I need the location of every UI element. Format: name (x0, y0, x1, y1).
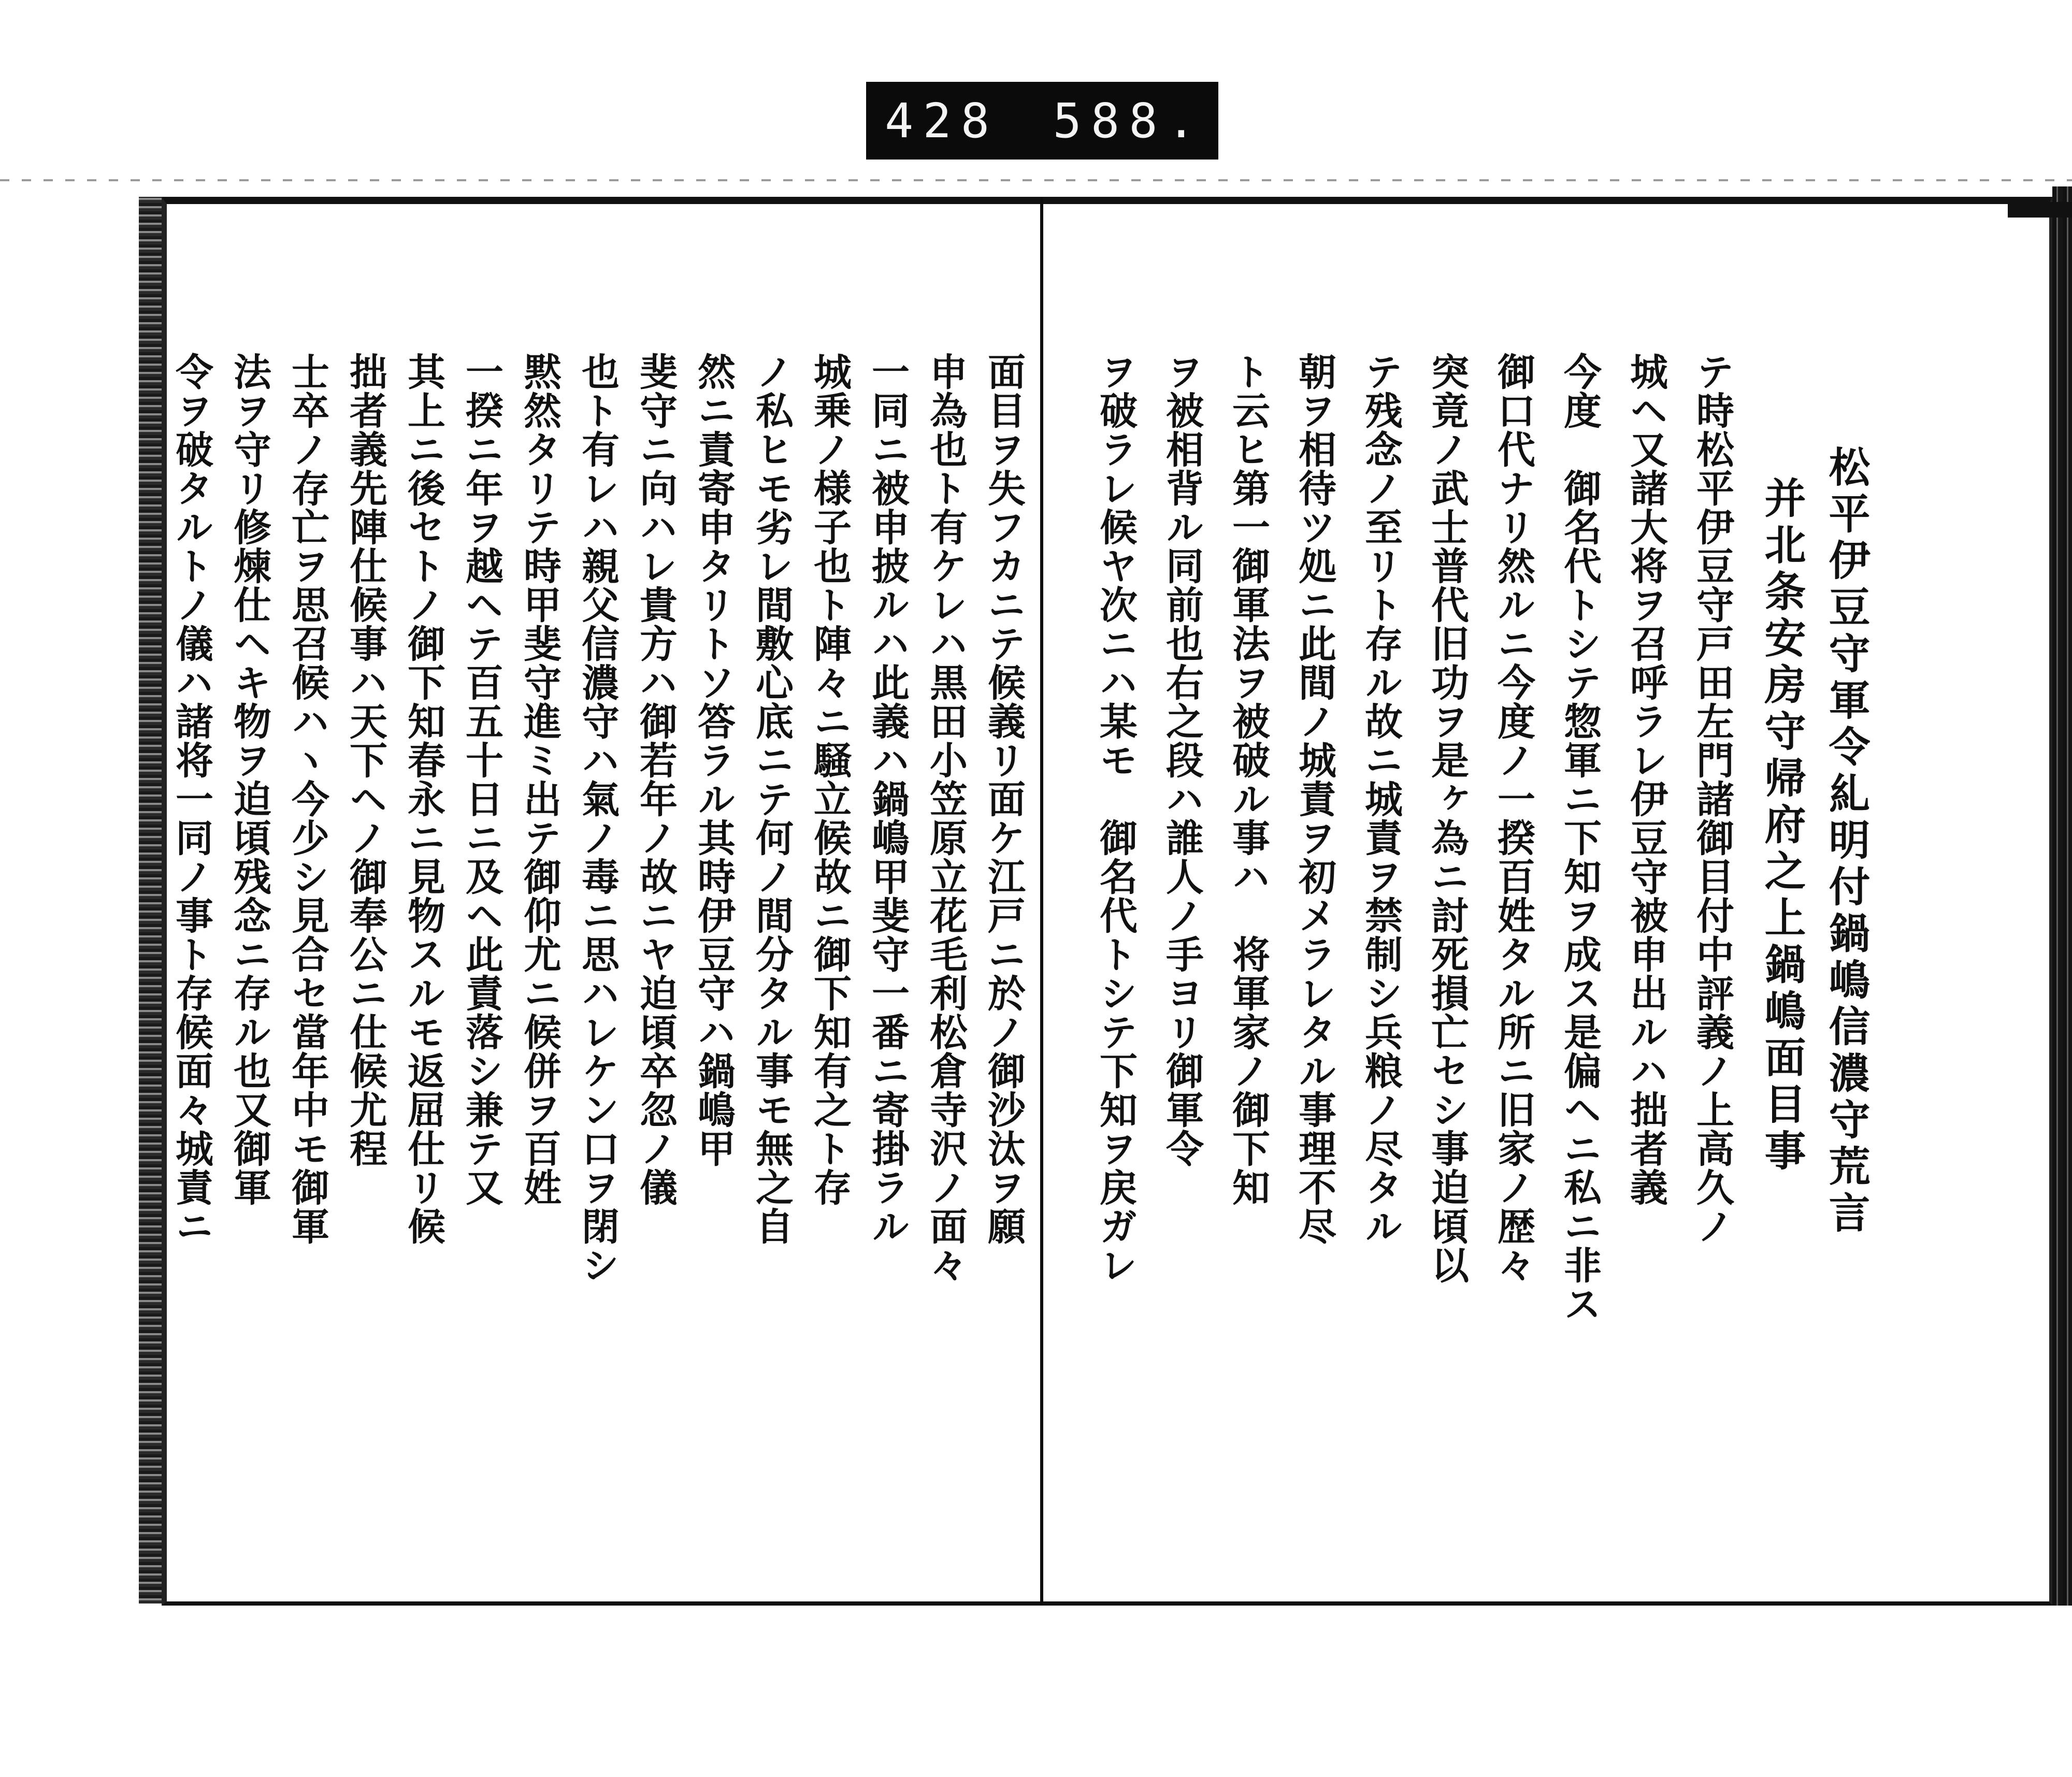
scan-guide-line (0, 179, 2072, 181)
left-page-line: 申為也ト有ケレハ黒田小笠原立花毛利松倉寺沢ノ面々 (923, 352, 968, 1284)
left-page-line: 黙然タリテ時甲斐守進ミ出テ御仰尤ニ候併ヲ百姓 (517, 352, 562, 1207)
right-page-line: 御口代ナリ然ルニ今度ノ一揆百姓タル所ニ旧家ノ歴々 (1491, 352, 1535, 1284)
left-page-line: 城乗ノ様子也ト陣々ニ騒立候故ニ御下知有之ト存 (807, 352, 852, 1207)
right-page-line: テ残念ノ至リト存ル故ニ城責ヲ禁制シ兵粮ノ尽タル (1358, 352, 1403, 1246)
left-page-line: 其上ニ後セトノ御下知春永ニ見物スルモ返屈仕リ候 (401, 352, 445, 1246)
left-page-line: 一揆ニ年ヲ越ヘテ百五十日ニ及ヘ此責落シ兼テ又 (459, 352, 503, 1207)
right-page-line: ヲ被相背ル同前也右之段ハ誰人ノ手ヨリ御軍令 (1159, 352, 1204, 1168)
right-page-line: 城ヘ又諸大将ヲ召呼ラレ伊豆守被申出ルハ拙者義 (1623, 352, 1668, 1207)
book-right-edge (2052, 186, 2072, 1606)
left-page-line: 一同ニ被申披ルハ此義ハ鍋嶋甲斐守一番ニ寄掛ラル (865, 352, 910, 1246)
left-page-line: 斐守ニ向ハレ貴方ハ御若年ノ故ニヤ迫頃卒忽ノ儀 (633, 352, 678, 1207)
chapter-subtitle: 并北条安房守帰府之上鍋嶋面目事 (1758, 476, 1806, 1176)
left-page-line: 面目ヲ失フカニテ候義リ面ケ江戸ニ於ノ御沙汰ヲ願 (981, 352, 1026, 1246)
archive-number-right: 588. (1053, 93, 1205, 149)
right-page-line: ト云ヒ第一御軍法ヲ被破ル事ハ 将軍家ノ御下知 (1226, 352, 1270, 1207)
left-page-line: 也ト有レハ親父信濃守ハ氣ノ毒ニ思ハレケン口ヲ閉シ (575, 352, 620, 1284)
left-page-line: 法ヲ守リ修煉仕ヘキ物ヲ迫頃残念ニ存ル也又御軍 (227, 352, 271, 1207)
open-book (139, 186, 1927, 1610)
archive-number-plate (866, 82, 1218, 160)
left-page-line: 拙者義先陣仕候事ハ天下ヘノ御奉公ニ仕候尤程 (343, 352, 387, 1168)
left-page-line: ノ私ヒモ劣レ間敷心底ニテ何ノ間分タル事モ無之自 (749, 352, 794, 1246)
page-text-area (139, 186, 1927, 1610)
left-page-line: 然ニ責寄申タリトソ答ラル其時伊豆守ハ鍋嶋甲 (691, 352, 736, 1168)
scan-background-strip (2008, 202, 2072, 218)
left-page-line: 令ヲ破タルトノ儀ハ諸将一同ノ事ト存候面々城責ニ (169, 352, 213, 1246)
right-page-line: 今度 御名代トシテ惣軍ニ下知ヲ成ス是偏ヘニ私ニ非ス (1557, 352, 1602, 1323)
left-page-line: 士卒ノ存亡ヲ思召候ハヽ今少シ見合セ當年中モ御軍 (285, 352, 329, 1246)
chapter-title: 松平伊豆守軍令糺明付鍋嶋信濃守荒言 (1822, 445, 1870, 1238)
right-page-line: 朝ヲ相待ツ処ニ此間ノ城責ヲ初メラレタル事理不尽 (1292, 352, 1336, 1246)
right-page-line: 突竟ノ武士普代旧功ヲ是ヶ為ニ討死損亡セシ事迫頃以 (1424, 352, 1469, 1284)
right-page-line: テ時松平伊豆守戸田左門諸御目付中評義ノ上高久ノ (1690, 352, 1734, 1246)
right-page-line: ヲ破ラレ候ヤ次ニハ某モ 御名代トシテ下知ヲ戻ガレ (1093, 352, 1138, 1284)
archive-number-left: 428 (885, 93, 999, 149)
